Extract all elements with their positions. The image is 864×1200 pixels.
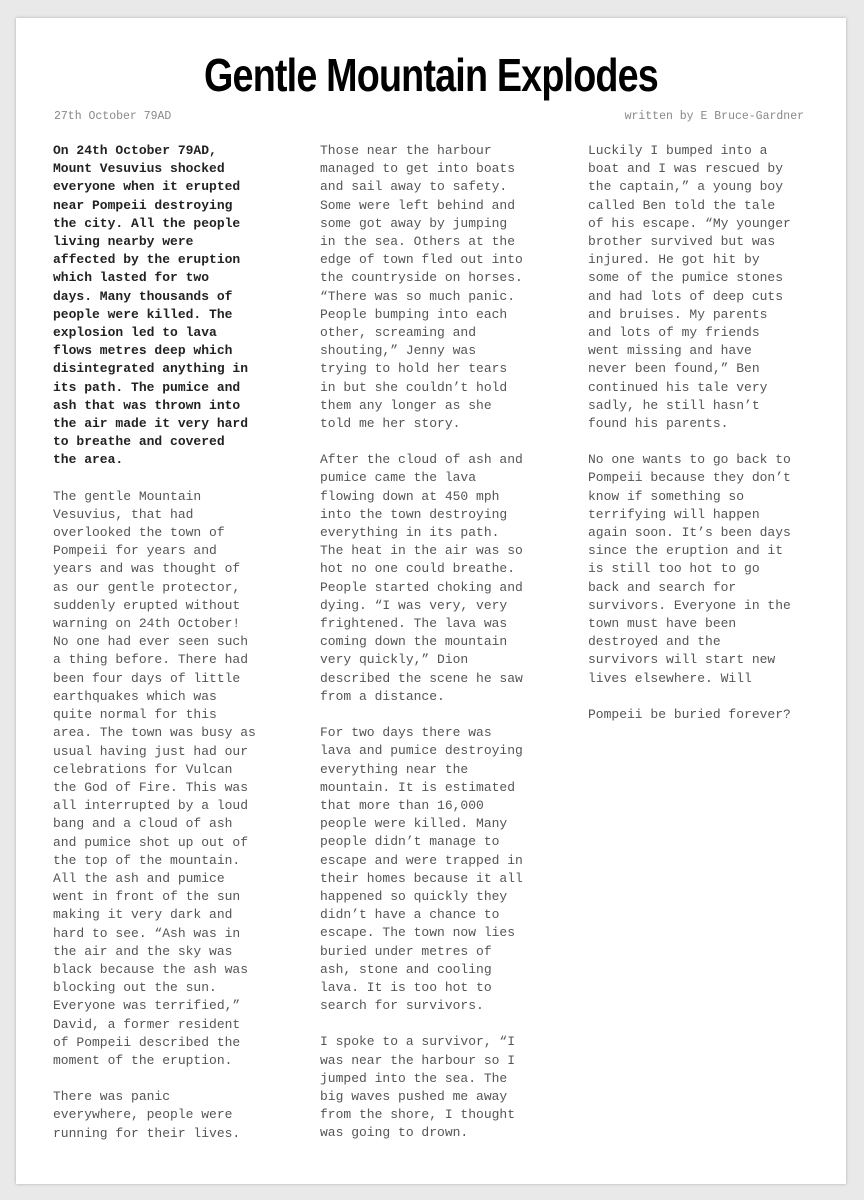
- column-1: [53, 142, 273, 1161]
- body-paragraph: Luckily I bumped into a boat and I was rescued by the captain,” a young boy called Ben told the tale of his escape. “My younger brother survived but was injured. He got hit by some of the pumice stones and had lots of deep cuts and bruises. My parents and lots of my friends went missing and have never been found,” Ben continued his tale very sadly, he still hasn’t found his parents.: [588, 143, 791, 432]
- column-3: [588, 142, 810, 742]
- lead-paragraph: On 24th October 79AD, Mount Vesuvius shocked everyone when it erupted near Pompeii destroying the city. All the people living nearby were affected by the eruption which lasted for two days. Many thousands of people were killed. The explosion led to lava flows metres deep which disintegrated anything in its path. The pumice and ash that was thrown into the air made it very hard to breathe and covered the area.: [53, 143, 249, 468]
- body-paragraph: The gentle Mountain Vesuvius, that had overlooked the town of Pompeii for years and years and was thought of as our gentle protector, suddenly erupted without warning on 24th October! No one had ever seen such a thing before. There had been four days of little earthquakes which was quite normal for this area. The town was busy as usual having just had our celebrations for Vulcan the God of Fire. This was all interrupted by a loud bang and a cloud of ash and pumice shot up out of the top of the mountain. All the ash and pumice went in front of the sun making it very dark and hard to see. “Ash was in the air and the sky was black because the ash was blocking out the sun. Everyone was terrified,” David, a former resident of Pompeii described the moment of the eruption.: [53, 488, 256, 1068]
- closing-line: Pompeii be buried forever?: [588, 706, 791, 722]
- byline: written by E Bruce-Gardner: [624, 110, 804, 123]
- body-paragraph: I spoke to a survivor, “I was near the harbour so I jumped into the sea. The big waves pushed me away from the shore, I thought was going to drown.: [320, 1034, 516, 1141]
- body-paragraph: No one wants to go back to Pompeii because they don’t know if something so terrifying will happen again soon. It’s been days since the eruption and it is still too hot to go back and search for survivors. Everyone in the town must have been destroyed and the survivors will start new lives elsewhere. Will: [588, 452, 791, 686]
- newspaper-page: [16, 18, 846, 1184]
- headline: Gentle Mountain Explodes: [204, 49, 658, 101]
- dateline: 27th October 79AD: [54, 110, 172, 123]
- column-2: [320, 142, 552, 1161]
- body-paragraph: There was panic everywhere, people were running for their lives.: [53, 1089, 241, 1141]
- body-paragraph: After the cloud of ash and pumice came the lava flowing down at 450 mph into the town destroying everything in its path. The heat in the air was so hot no one could breathe. People started choking and dying. “I was very, very frightened. The lava was coming down the mountain very quickly,” Dion described the scene he saw from a distance.: [320, 452, 523, 704]
- body-paragraph: Those near the harbour managed to get into boats and sail away to safety. Some were left behind and some got away by jumping in the sea. Others at the edge of town fled out into the countryside on horses. “There was so much panic. People bumping into each other, screaming and shouting,” Jenny was trying to hold her tears in but she couldn’t hold them any longer as she told me her story.: [320, 143, 523, 432]
- body-paragraph: For two days there was lava and pumice destroying everything near the mountain. It is estimated that more than 16,000 people were killed. Many people didn’t manage to escape and were trapped in their homes because it all happened so quickly they didn’t have a chance to escape. The town now lies buried under metres of ash, stone and cooling lava. It is too hot to search for survivors.: [320, 725, 523, 1014]
